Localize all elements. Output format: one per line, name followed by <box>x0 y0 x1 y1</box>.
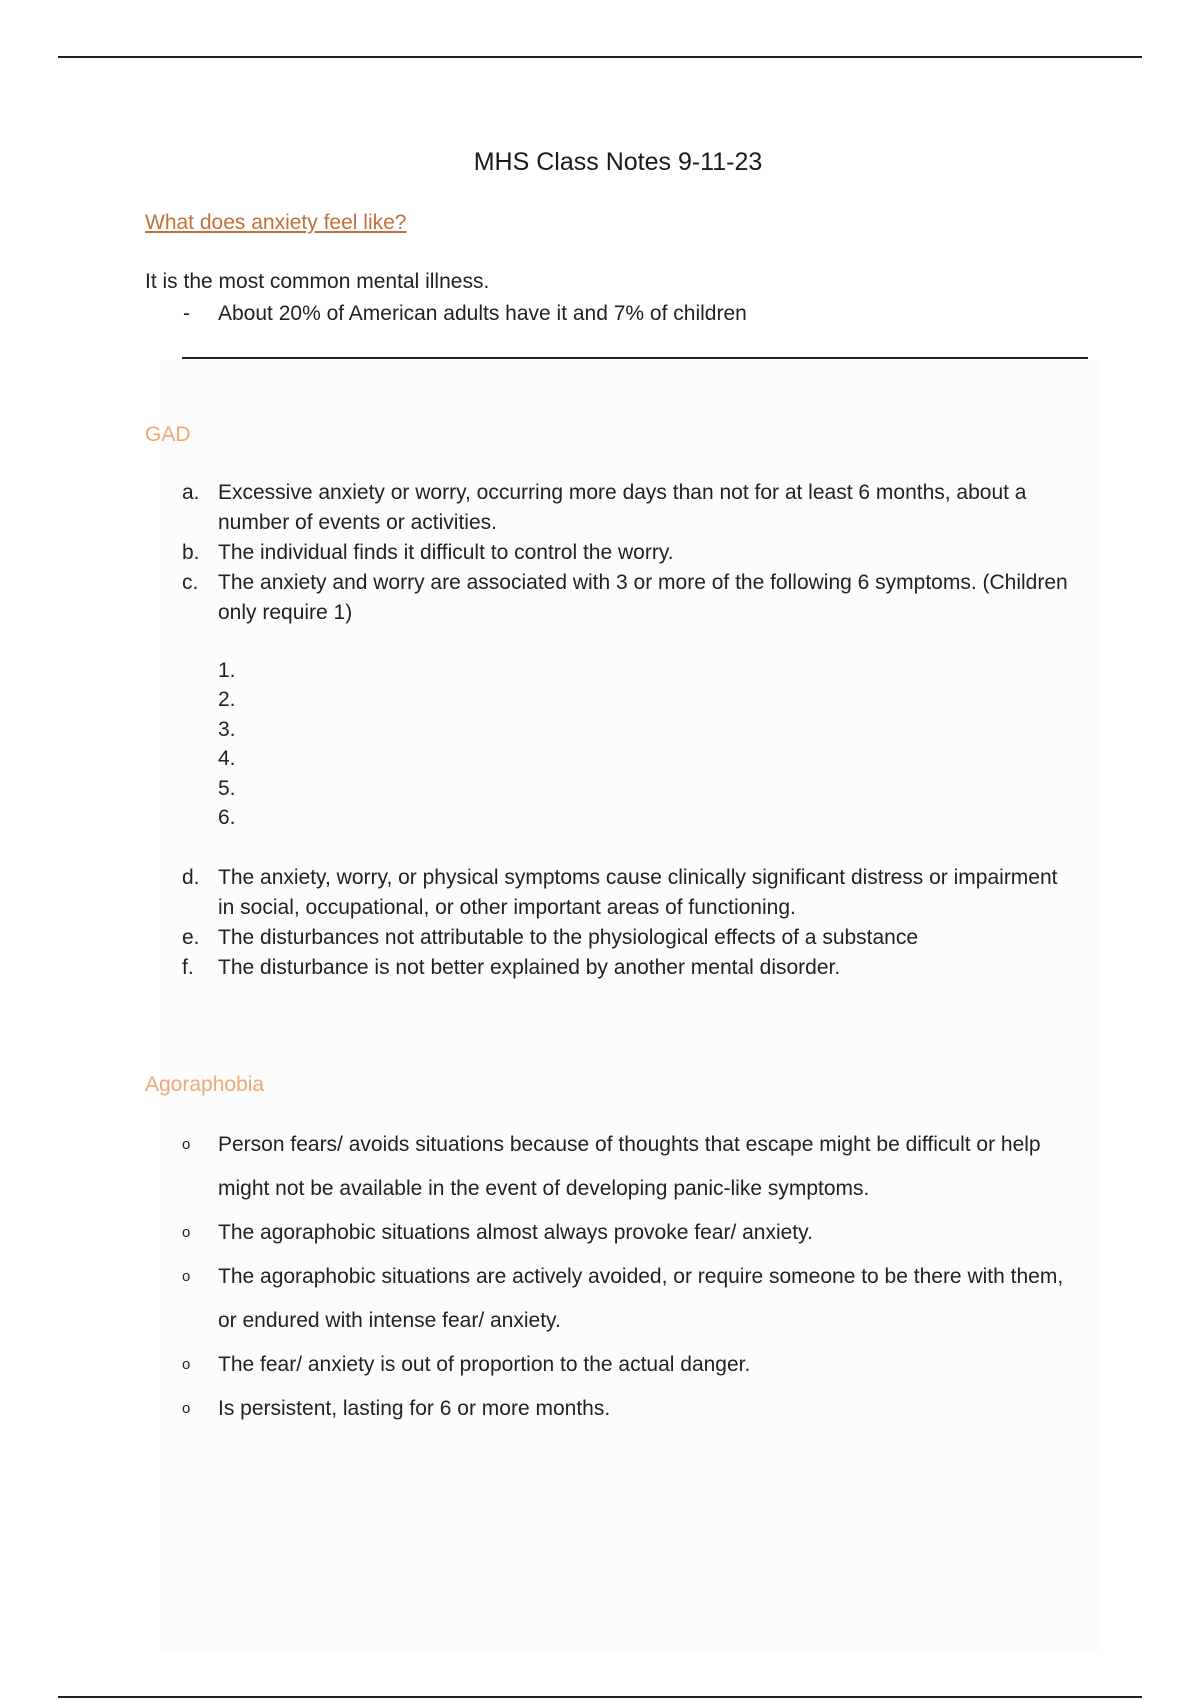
page-title: MHS Class Notes 9-11-23 <box>473 148 763 176</box>
list-marker: b. <box>182 541 200 564</box>
criterion-b <box>145 538 1075 568</box>
symptom-number: 5. <box>218 776 236 800</box>
list-marker: e. <box>182 926 200 949</box>
circle-bullet-icon: o <box>182 1268 191 1285</box>
list-marker: a. <box>182 481 200 504</box>
section-separator <box>182 357 1088 359</box>
agoraphobia-item-text: The agoraphobic situations almost always provoke fear/ anxiety. <box>218 1221 813 1244</box>
agoraphobia-item <box>145 1343 1075 1387</box>
symptom-number-list <box>218 656 236 832</box>
criterion-c <box>145 568 1075 628</box>
symptom-number: 1. <box>218 659 236 682</box>
symptom-number: 3. <box>218 717 236 741</box>
symptom-number: 6. <box>218 806 236 830</box>
circle-bullet-icon: o <box>182 1400 191 1417</box>
gad-criteria-top <box>145 478 1075 628</box>
agoraphobia-item-text: Person fears/ avoids situations because of thoughts that escape might be difficult or help might not be available in the event of developing panic-like symptoms. <box>218 1133 1041 1200</box>
agoraphobia-item <box>145 1255 1075 1343</box>
agoraphobia-item-text: The fear/ anxiety is out of proportion to the actual danger. <box>218 1353 751 1376</box>
list-marker: c. <box>182 571 199 594</box>
agoraphobia-item <box>145 1387 1075 1431</box>
circle-bullet-icon: o <box>182 1224 191 1241</box>
criterion-text: The individual finds it difficult to control the worry. <box>218 541 674 564</box>
list-marker: f. <box>182 956 194 979</box>
criterion-text: The disturbance is not better explained by another mental disorder. <box>218 956 841 979</box>
criterion-text: The anxiety and worry are associated with 3 or more of the following 6 symptoms. (Children only require 1) <box>218 571 1068 624</box>
agoraphobia-item <box>145 1211 1075 1255</box>
gad-heading: GAD <box>145 423 191 446</box>
intro-bullet-text: About 20% of American adults have it and 7% of children <box>218 302 747 325</box>
intro-heading: What does anxiety feel like? <box>145 211 407 234</box>
symptom-number: 4. <box>218 747 236 771</box>
top-rule <box>58 56 1142 58</box>
criterion-e <box>145 923 1075 953</box>
criterion-a <box>145 478 1075 538</box>
agoraphobia-item-text: Is persistent, lasting for 6 or more months. <box>218 1397 611 1420</box>
agoraphobia-list <box>145 1123 1075 1431</box>
criterion-text: Excessive anxiety or worry, occurring more days than not for at least 6 months, about a number of events or activities. <box>218 481 1027 534</box>
criterion-text: The anxiety, worry, or physical symptoms cause clinically significant distress or impairment in social, occupational, or other important areas of functioning. <box>218 866 1058 919</box>
intro-statement: It is the most common mental illness. <box>145 270 490 293</box>
agoraphobia-heading: Agoraphobia <box>145 1073 265 1096</box>
symptom-number: 2. <box>218 688 236 712</box>
circle-bullet-icon: o <box>182 1136 191 1153</box>
bottom-rule <box>58 1696 1142 1698</box>
dash-bullet-icon: - <box>183 302 190 325</box>
agoraphobia-item <box>145 1123 1075 1211</box>
agoraphobia-item-text: The agoraphobic situations are actively avoided, or require someone to be there with them, or endured with intense fear/ anxiety. <box>218 1265 1064 1332</box>
gad-criteria-bottom <box>145 863 1075 983</box>
criterion-text: The disturbances not attributable to the physiological effects of a substance <box>218 926 919 949</box>
criterion-d <box>145 863 1075 923</box>
circle-bullet-icon: o <box>182 1356 191 1373</box>
criterion-f <box>145 953 1075 983</box>
list-marker: d. <box>182 866 200 889</box>
